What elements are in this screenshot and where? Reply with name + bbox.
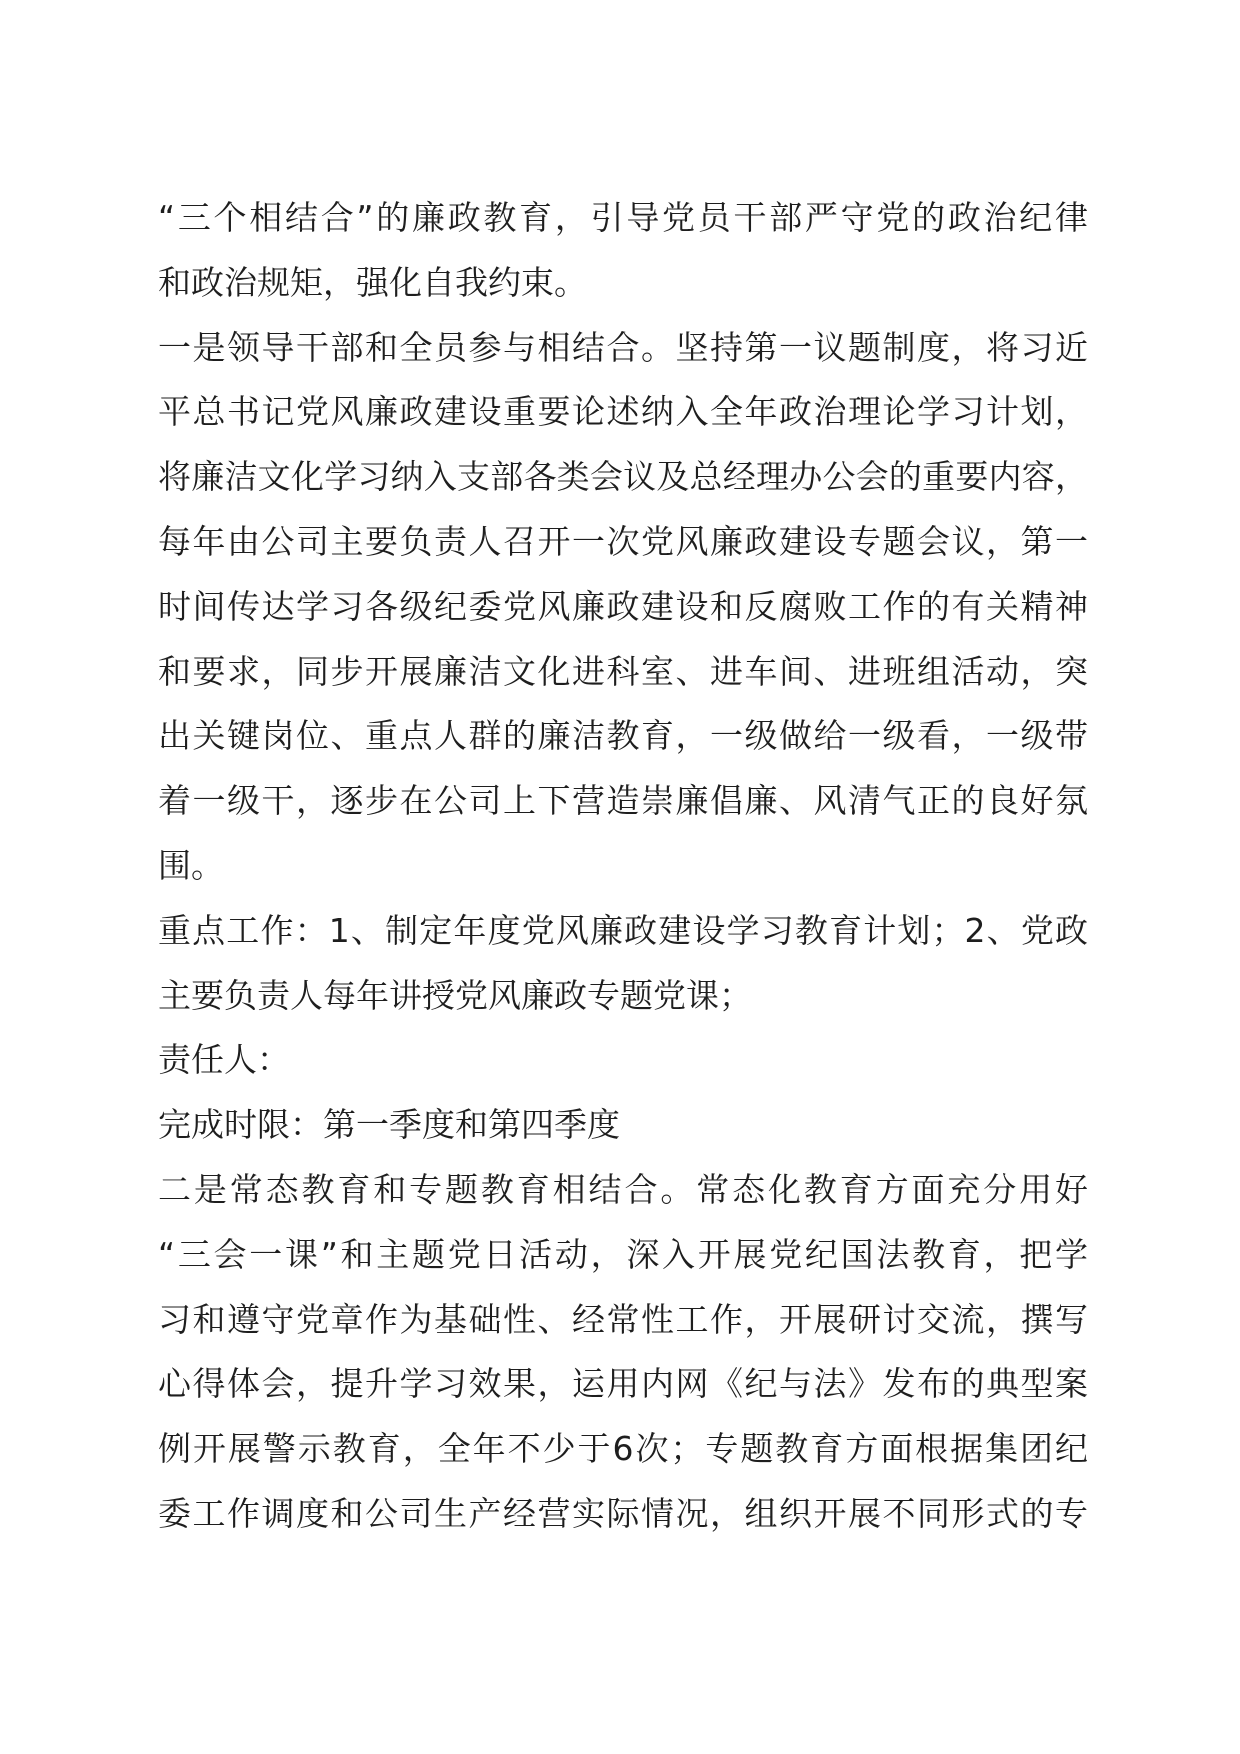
text-line: 着一级干，逐步在公司上下营造崇廉倡廉、风清气正的良好氛	[158, 781, 1088, 821]
text-line: 责任人：	[158, 1040, 290, 1080]
text-line: 和要求，同步开展廉洁文化进科室、进车间、进班组活动，突	[158, 651, 1088, 691]
text-line: 围。	[158, 845, 224, 885]
text-line: 主要负责人每年讲授党风廉政专题党课；	[158, 975, 752, 1015]
text-line: 一是领导干部和全员参与相结合。坚持第一议题制度，将习近	[158, 327, 1088, 367]
text-line: 每年由公司主要负责人召开一次党风廉政建设专题会议，第一	[158, 521, 1088, 561]
text-line: 二是常态教育和专题教育相结合。常态化教育方面充分用好	[158, 1169, 1088, 1209]
text-line: 习和遵守党章作为基础性、经常性工作，开展研讨交流，撰写	[158, 1299, 1088, 1339]
text-line: 重点工作：1、制定年度党风廉政建设学习教育计划；2、党政	[158, 910, 1088, 950]
text-line: 例开展警示教育，全年不少于6次；专题教育方面根据集团纪	[158, 1429, 1088, 1469]
text-line: “三个相结合”的廉政教育，引导党员干部严守党的政治纪律	[158, 198, 1088, 237]
text-line: 心得体会，提升学习效果，运用内网《纪与法》发布的典型案	[158, 1364, 1088, 1404]
text-line: 和政治规矩，强化自我约束。	[158, 262, 587, 302]
text-line: 将廉洁文化学习纳入支部各类会议及总经理办公会的重要内容，	[158, 457, 1088, 497]
text-line: 委工作调度和公司生产经营实际情况，组织开展不同形式的专	[158, 1493, 1088, 1533]
text-line: 平总书记党风廉政建设重要论述纳入全年政治理论学习计划，	[158, 392, 1088, 432]
text-line: 时间传达学习各级纪委党风廉政建设和反腐败工作的有关精神	[158, 586, 1088, 626]
document-body	[158, 186, 1088, 1547]
text-line: “三会一课”和主题党日活动，深入开展党纪国法教育，把学	[158, 1234, 1088, 1274]
text-line: 完成时限：第一季度和第四季度	[158, 1105, 620, 1145]
text-line: 出关键岗位、重点人群的廉洁教育，一级做给一级看，一级带	[158, 716, 1088, 756]
